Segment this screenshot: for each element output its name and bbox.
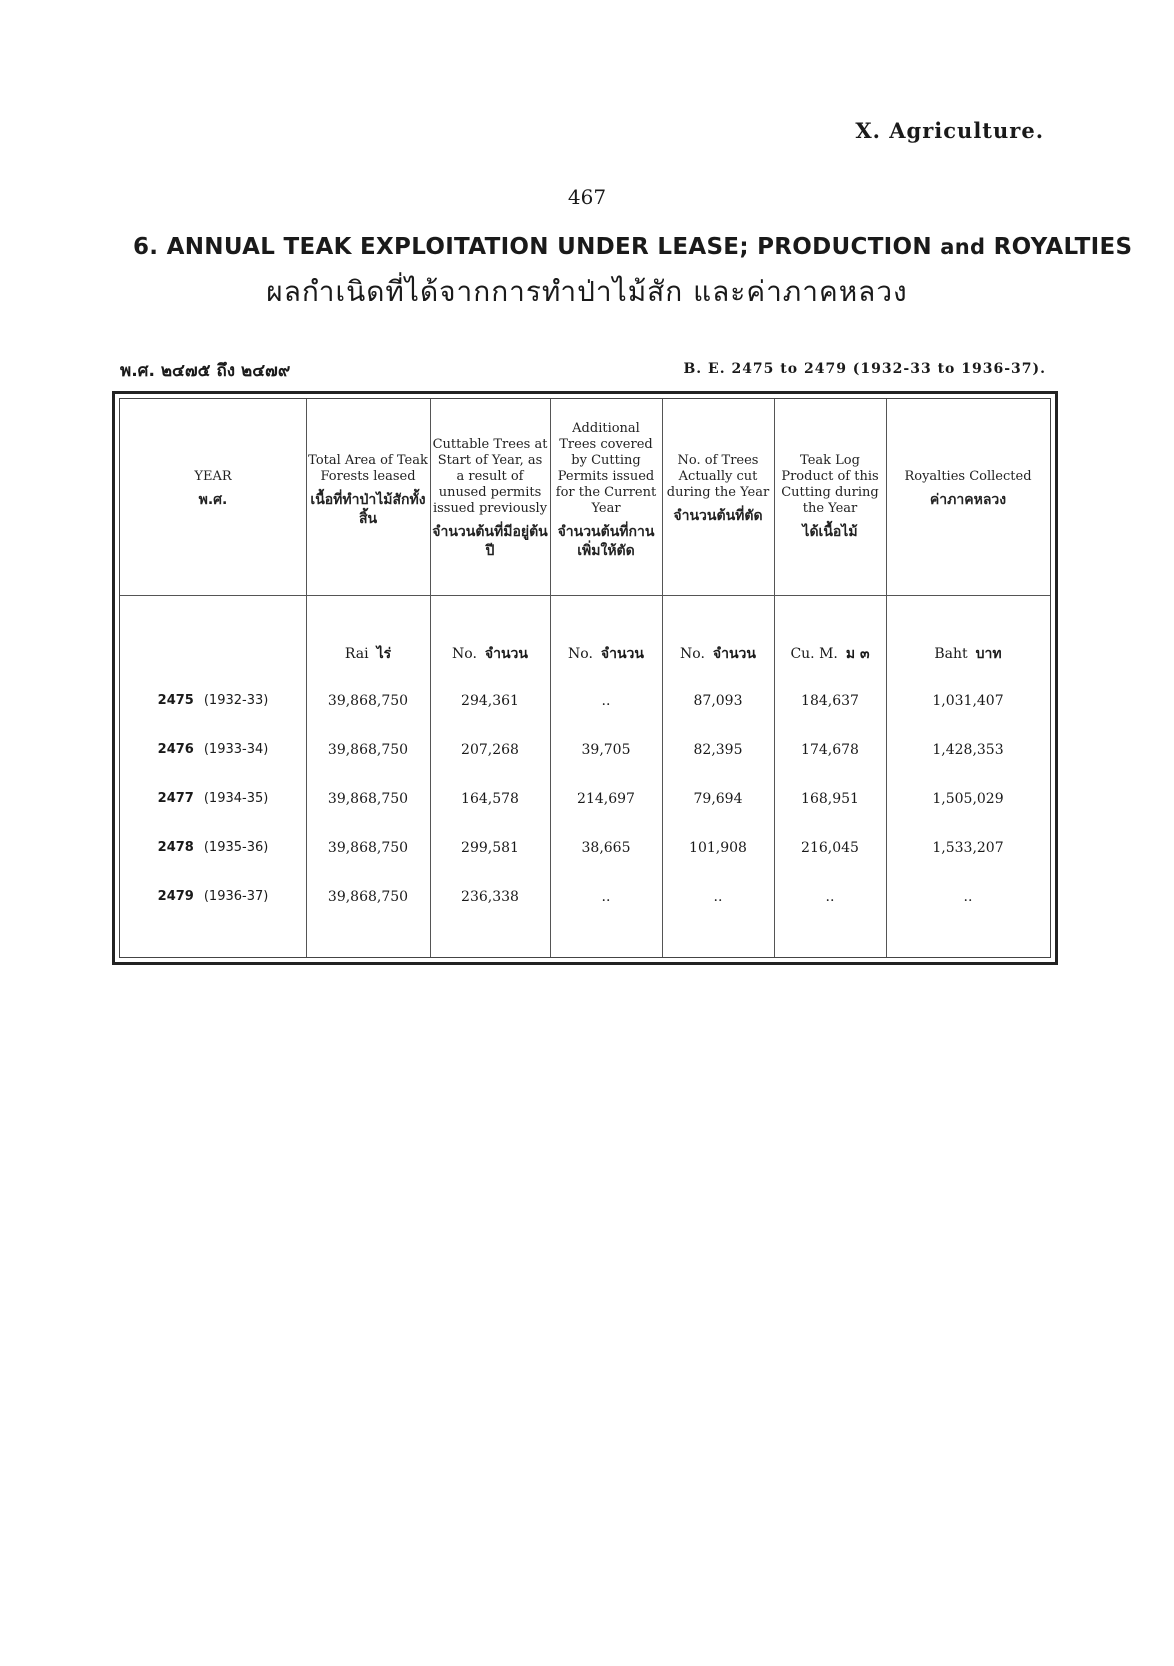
column-divider bbox=[430, 399, 431, 957]
column-divider bbox=[306, 399, 307, 957]
title-english-main: 6. ANNUAL TEAK EXPLOITATION UNDER LEASE; PRODUCTION bbox=[133, 234, 932, 260]
column-divider bbox=[662, 399, 663, 957]
period-english: B. E. 2475 to 2479 (1932-33 to 1936-37). bbox=[683, 361, 1046, 377]
title-english-end: ROYALTIES bbox=[993, 234, 1133, 260]
cell-cut: .. bbox=[713, 889, 723, 905]
table-row bbox=[120, 693, 1050, 713]
cell-year bbox=[120, 889, 306, 904]
cell-cuttable: 236,338 bbox=[461, 889, 519, 905]
unit-cut bbox=[664, 643, 772, 665]
header-cut-en: No. of Trees Actually cut during the Year bbox=[666, 453, 770, 500]
title-english bbox=[133, 234, 1133, 260]
cell-year-be: 2478 bbox=[157, 840, 194, 855]
header-royalties-en: Royalties Collected bbox=[904, 469, 1032, 484]
header-cut bbox=[664, 453, 772, 526]
unit-cuttable-en: No. bbox=[452, 646, 477, 662]
unit-logs bbox=[776, 643, 884, 665]
header-year-en: YEAR bbox=[194, 469, 232, 484]
cell-year bbox=[120, 791, 306, 806]
cell-cut: 87,093 bbox=[693, 693, 743, 709]
unit-cuttable-th: จำนวน bbox=[484, 646, 528, 662]
cell-royalties: 1,428,353 bbox=[932, 742, 1004, 758]
cell-year-be: 2475 bbox=[157, 693, 194, 708]
header-cut-th: จำนวนต้นที่ตัด bbox=[673, 508, 763, 524]
cell-area: 39,868,750 bbox=[327, 889, 409, 905]
section-label: X. Agriculture. bbox=[855, 118, 1044, 143]
cell-cut: 79,694 bbox=[693, 791, 743, 807]
unit-area bbox=[308, 643, 428, 665]
cell-cuttable: 294,361 bbox=[461, 693, 519, 709]
cell-year-ad: (1933-34) bbox=[203, 742, 269, 757]
header-additional-en: Additional Trees covered by Cutting Permits issued for the Current Year bbox=[555, 421, 657, 516]
cell-cuttable: 207,268 bbox=[461, 742, 519, 758]
table-row bbox=[120, 742, 1050, 762]
header-divider bbox=[120, 595, 1050, 596]
cell-additional: .. bbox=[601, 889, 611, 905]
title-english-and: and bbox=[940, 235, 986, 259]
unit-additional-en: No. bbox=[568, 646, 593, 662]
cell-additional: .. bbox=[601, 693, 611, 709]
cell-royalties: 1,505,029 bbox=[932, 791, 1004, 807]
column-divider bbox=[886, 399, 887, 957]
unit-additional bbox=[552, 643, 660, 665]
column-divider bbox=[774, 399, 775, 957]
data-table bbox=[112, 391, 1058, 965]
unit-area-th: ไร่ bbox=[376, 646, 392, 662]
header-logs-th: ได้เนื้อไม้ bbox=[802, 524, 858, 540]
table-inner-border bbox=[119, 398, 1051, 958]
cell-royalties: 1,031,407 bbox=[932, 693, 1004, 709]
cell-year bbox=[120, 693, 306, 708]
cell-logs: 184,637 bbox=[801, 693, 859, 709]
header-royalties-th: ค่าภาคหลวง bbox=[929, 492, 1007, 508]
cell-logs: 174,678 bbox=[801, 742, 859, 758]
cell-royalties: .. bbox=[963, 889, 973, 905]
page-number: 467 bbox=[567, 185, 607, 209]
header-area-en: Total Area of Teak Forests leased bbox=[308, 453, 428, 484]
column-divider bbox=[550, 399, 551, 957]
cell-year-be: 2479 bbox=[157, 889, 194, 904]
table-row bbox=[120, 791, 1050, 811]
unit-logs-en: Cu. M. bbox=[790, 646, 838, 662]
header-royalties bbox=[888, 469, 1048, 510]
cell-area: 39,868,750 bbox=[327, 791, 409, 807]
header-area-th: เนื้อที่ทำป่าไม้สักทั้งสิ้น bbox=[310, 492, 426, 527]
cell-logs: 168,951 bbox=[801, 791, 859, 807]
unit-cuttable bbox=[432, 643, 548, 665]
title-thai: ผลกำเนิดที่ได้จากการทำป่าไม้สัก และค่าภาคหลวง bbox=[266, 275, 908, 308]
cell-cuttable: 164,578 bbox=[461, 791, 519, 807]
header-logs-en: Teak Log Product of this Cutting during the Year bbox=[781, 453, 879, 516]
cell-additional: 38,665 bbox=[581, 840, 631, 856]
cell-year bbox=[120, 840, 306, 855]
table-row bbox=[120, 840, 1050, 860]
cell-royalties: 1,533,207 bbox=[932, 840, 1004, 856]
cell-area: 39,868,750 bbox=[327, 742, 409, 758]
unit-area-en: Rai bbox=[344, 646, 369, 662]
cell-year bbox=[120, 742, 306, 757]
header-additional bbox=[552, 421, 660, 561]
unit-additional-th: จำนวน bbox=[600, 646, 644, 662]
cell-area: 39,868,750 bbox=[327, 840, 409, 856]
header-year-th: พ.ศ. bbox=[198, 492, 228, 508]
unit-royalties bbox=[888, 643, 1048, 665]
table-row bbox=[120, 889, 1050, 909]
cell-logs: .. bbox=[825, 889, 835, 905]
cell-year-ad: (1936-37) bbox=[203, 889, 269, 904]
cell-logs: 216,045 bbox=[801, 840, 859, 856]
cell-cut: 82,395 bbox=[693, 742, 743, 758]
cell-year-be: 2477 bbox=[157, 791, 194, 806]
cell-year-ad: (1934-35) bbox=[203, 791, 269, 806]
unit-cut-th: จำนวน bbox=[712, 646, 756, 662]
cell-area: 39,868,750 bbox=[327, 693, 409, 709]
unit-royalties-th: บาท bbox=[975, 646, 1002, 662]
period-thai: พ.ศ. ๒๔๗๕ ถึง ๒๔๗๙ bbox=[120, 361, 291, 381]
cell-year-ad: (1935-36) bbox=[203, 840, 269, 855]
header-cuttable-th: จำนวนต้นที่มีอยู่ต้นปี bbox=[432, 524, 548, 559]
header-logs bbox=[776, 453, 884, 542]
header-additional-th: จำนวนต้นที่กานเพิ่มให้ตัด bbox=[557, 524, 655, 559]
unit-royalties-en: Baht bbox=[934, 646, 968, 662]
header-year bbox=[120, 469, 306, 510]
header-cuttable-en: Cuttable Trees at Start of Year, as a result of unused permits issued previously bbox=[432, 437, 548, 516]
cell-year-be: 2476 bbox=[157, 742, 194, 757]
cell-cuttable: 299,581 bbox=[461, 840, 519, 856]
header-area bbox=[308, 453, 428, 529]
unit-cut-en: No. bbox=[680, 646, 705, 662]
unit-logs-th: ม ๓ bbox=[845, 646, 870, 662]
cell-additional: 214,697 bbox=[577, 791, 635, 807]
header-cuttable bbox=[432, 437, 548, 561]
cell-additional: 39,705 bbox=[581, 742, 631, 758]
cell-year-ad: (1932-33) bbox=[203, 693, 269, 708]
cell-cut: 101,908 bbox=[689, 840, 747, 856]
